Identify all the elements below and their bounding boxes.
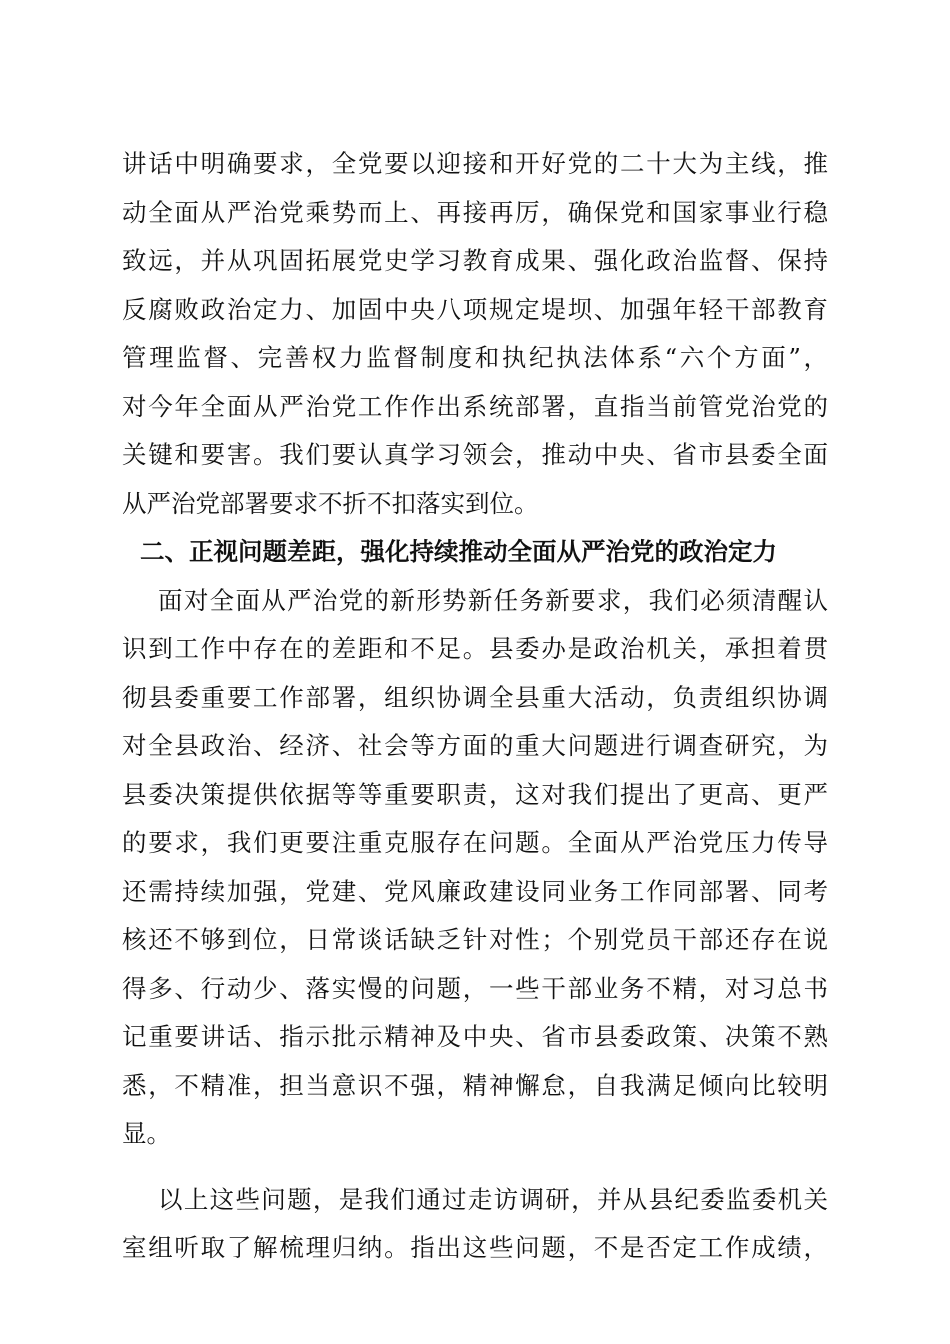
paragraph-line: 的要求，我们更要注重克服存在问题。全面从严治党压力传导 — [122, 828, 828, 857]
paragraph-line: 室组听取了解梳理归纳。指出这些问题，不是否定工作成绩， — [122, 1233, 828, 1262]
paragraph-line: 县委决策提供依据等等重要职责，这对我们提出了更高、更严 — [122, 779, 828, 809]
paragraph-line: 致远，并从巩固拓展党史学习教育成果、强化政治监督、保持 — [122, 246, 828, 275]
paragraph-line: 关键和要害。我们要认真学习领会，推动中央、省市县委全面 — [122, 440, 828, 469]
paragraph-line: 从严治党部署要求不折不扣落实到位。 — [122, 488, 539, 518]
paragraph-2 — [122, 577, 828, 1159]
paragraph-line: 对今年全面从严治党工作作出系统部署，直指当前管党治党的 — [122, 391, 828, 421]
paragraph-line: 面对全面从严治党的新形势新任务新要求，我们必须清醒认 — [158, 585, 828, 615]
paragraph-line: 悉，不精准，担当意识不强，精神懈怠，自我满足倾向比较明 — [122, 1070, 828, 1100]
paragraph-line: 讲话中明确要求，全党要以迎接和开好党的二十大为主线，推 — [122, 149, 828, 178]
paragraph-line: 管理监督、完善权力监督制度和执纪执法体系“六个方面”， — [122, 343, 828, 372]
paragraph-line: 动全面从严治党乘势而上、再接再厉，确保党和国家事业行稳 — [122, 197, 828, 227]
paragraph-line: 还需持续加强，党建、党风廉政建设同业务工作同部署、同考 — [122, 876, 828, 906]
paragraph-line: 以上这些问题，是我们通过走访调研，并从县纪委监委机关 — [158, 1184, 828, 1214]
paragraph-3 — [122, 1176, 828, 1273]
document-body — [122, 140, 828, 1273]
section-heading: 二、正视问题差距，强化持续推动全面从严治党的政治定力 — [140, 537, 777, 566]
paragraph-spacer — [122, 1159, 828, 1176]
paragraph-line: 彻县委重要工作部署，组织协调全县重大活动，负责组织协调 — [122, 682, 828, 712]
paragraph-line: 显。 — [122, 1119, 171, 1148]
paragraph-line: 核还不够到位，日常谈话缺乏针对性；个别党员干部还存在说 — [122, 925, 828, 954]
paragraph-line: 识到工作中存在的差距和不足。县委办是政治机关，承担着贯 — [122, 634, 828, 663]
paragraph-line: 对全县政治、经济、社会等方面的重大问题进行调查研究，为 — [122, 731, 828, 760]
paragraph-line: 得多、行动少、落实慢的问题，一些干部业务不精，对习总书 — [122, 973, 828, 1003]
paragraph-1 — [122, 140, 828, 528]
paragraph-line: 反腐败政治定力、加固中央八项规定堤坝、加强年轻干部教育 — [122, 294, 828, 324]
paragraph-line: 记重要讲话、指示批示精神及中央、省市县委政策、决策不熟 — [122, 1022, 828, 1051]
